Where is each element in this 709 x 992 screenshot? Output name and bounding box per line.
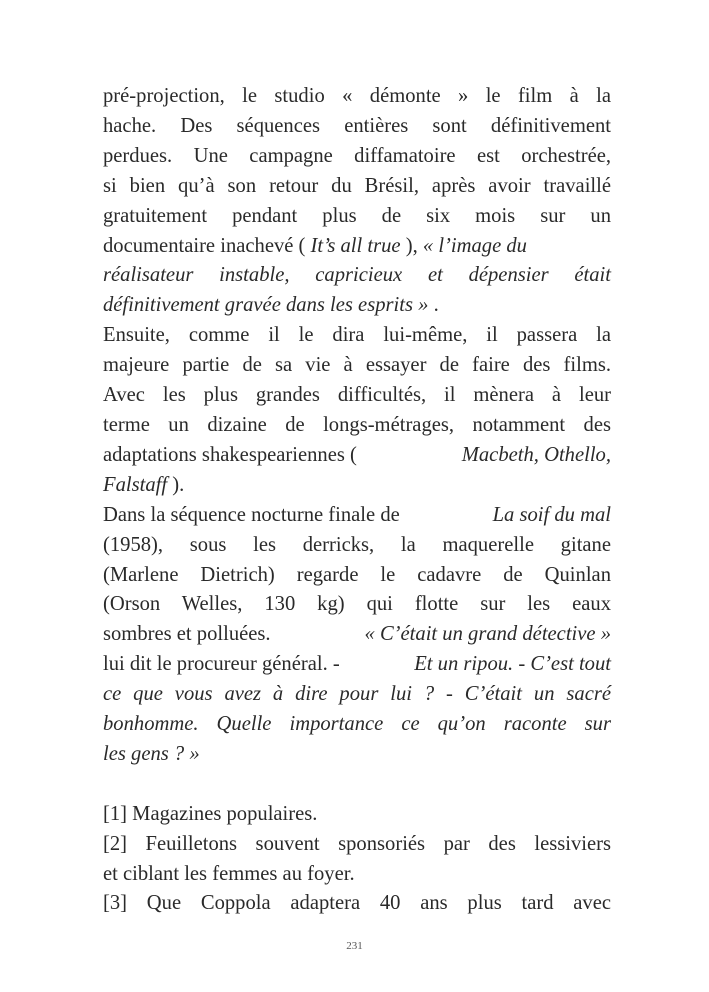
text-line: (1958), sous les derricks, la maquerelle gitane — [103, 533, 611, 556]
film-title: La soif du mal — [492, 503, 611, 526]
text-line: terme un dizaine de longs-métrages, notamment des — [103, 413, 611, 436]
text-run: adaptations shakespeariennes ( — [103, 443, 357, 466]
text-line: (Marlene Dietrich) regarde le cadavre de Quinlan — [103, 563, 611, 586]
quotation: bonhomme. Quelle importance ce qu’on raconte sur — [103, 713, 611, 736]
spacer — [103, 770, 611, 800]
quotation: ce que vous avez à dire pour lui ? - C’était un sacré — [103, 683, 611, 706]
text-line — [103, 261, 611, 291]
footnote: [2] Feuilletons souvent sponsoriés par des lessiviers — [103, 832, 611, 855]
film-title: Falstaff — [103, 473, 168, 496]
text-line: majeure partie de sa vie à essayer de faire des films. — [103, 354, 611, 377]
text-line — [103, 710, 611, 740]
text-line: gratuitement pendant plus de six mois sur un — [103, 204, 611, 227]
quotation: définitivement gravée dans les esprits » — [103, 294, 429, 317]
paragraph-1 — [103, 82, 611, 321]
text-run: ). — [167, 473, 185, 496]
text-run: lui dit le procureur général. - — [103, 653, 340, 676]
text-run: Dans la séquence nocturne finale de — [103, 503, 400, 526]
text-line — [103, 291, 611, 321]
text-line — [103, 232, 611, 262]
text-run: ), — [400, 234, 423, 257]
quotation: Et un ripou. - C’est tout — [414, 653, 611, 676]
paragraph-2 — [103, 321, 611, 500]
text-line — [103, 650, 611, 680]
quotation: « C’était un grand détective » — [364, 623, 611, 646]
film-titles: Macbeth, Othello, — [461, 443, 611, 466]
text-line: hache. Des séquences entières sont définitivement — [103, 114, 611, 137]
footnote: [3] Que Coppola adaptera 40 ans plus tard avec — [103, 892, 611, 915]
footnotes — [103, 800, 611, 920]
text-run: . — [428, 294, 439, 317]
text-line — [103, 620, 611, 650]
film-title: It’s all true — [310, 234, 401, 257]
footnote: et ciblant les femmes au foyer. — [103, 862, 355, 885]
text-line — [103, 501, 611, 531]
text-line: si bien qu’à son retour du Brésil, après avoir travaillé — [103, 174, 611, 197]
page-body — [103, 82, 611, 919]
quotation: « l’image du — [422, 234, 527, 257]
text-run: sombres et polluées. — [103, 623, 271, 646]
text-line — [103, 471, 611, 501]
text-run: documentaire inachevé ( — [103, 234, 311, 257]
footnote: [1] Magazines populaires. — [103, 802, 318, 825]
text-line: perdues. Une campagne diffamatoire est orchestrée, — [103, 144, 611, 167]
text-line — [103, 680, 611, 710]
quotation: réalisateur instable, capricieux et dépensier était — [103, 264, 611, 287]
text-line: (Orson Welles, 130 kg) qui flotte sur les eaux — [103, 593, 611, 616]
text-line: Ensuite, comme il le dira lui-même, il passera la — [103, 324, 611, 347]
text-line: Avec les plus grandes difficultés, il mènera à leur — [103, 384, 611, 407]
page-number: 231 — [346, 940, 363, 952]
quotation: les gens ? » — [103, 742, 200, 765]
text-line: pré-projection, le studio « démonte » le film à la — [103, 85, 611, 107]
text-line — [103, 441, 611, 471]
paragraph-3 — [103, 501, 611, 770]
text-line — [103, 740, 611, 770]
